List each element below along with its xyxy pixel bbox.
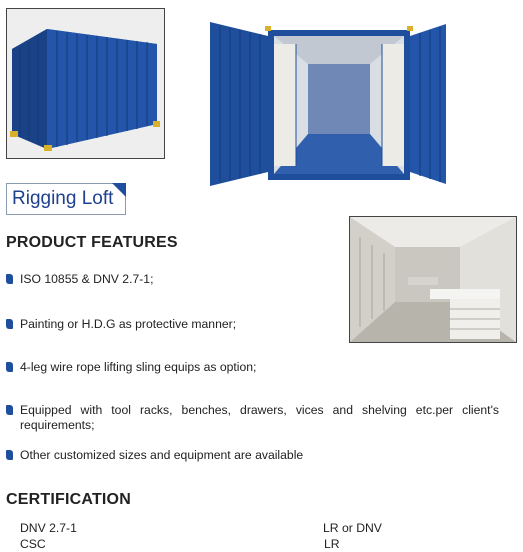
bullet-icon (6, 450, 13, 460)
feature-item: Painting or H.D.G as protective manner; (6, 317, 499, 332)
certification-body: LR (324, 537, 340, 551)
product-features-heading: PRODUCT FEATURES (6, 234, 178, 251)
closed-container-illustration (7, 9, 164, 158)
product-name-badge (6, 183, 126, 215)
feature-item: Equipped with tool racks, benches, drawers, vices and shelving etc.per client's requirements; (6, 403, 499, 433)
product-name: Rigging Loft (12, 188, 114, 209)
closed-container-photo (6, 8, 165, 159)
certification-body: LR or DNV (323, 521, 382, 535)
certification-heading: CERTIFICATION (6, 491, 131, 508)
bullet-icon (6, 405, 13, 415)
certification-standard: CSC (20, 537, 46, 551)
bullet-icon (6, 319, 13, 329)
feature-item: 4-leg wire rope lifting sling equips as option; (6, 360, 499, 375)
feature-item: Other customized sizes and equipment are available (6, 448, 499, 463)
open-container-render (200, 14, 450, 192)
certification-standard: DNV 2.7-1 (20, 521, 77, 535)
bullet-icon (6, 362, 13, 372)
bullet-icon (6, 274, 13, 284)
feature-item: ISO 10855 & DNV 2.7-1; (6, 272, 499, 287)
badge-corner-decoration (112, 183, 126, 197)
open-container-illustration (200, 14, 450, 192)
